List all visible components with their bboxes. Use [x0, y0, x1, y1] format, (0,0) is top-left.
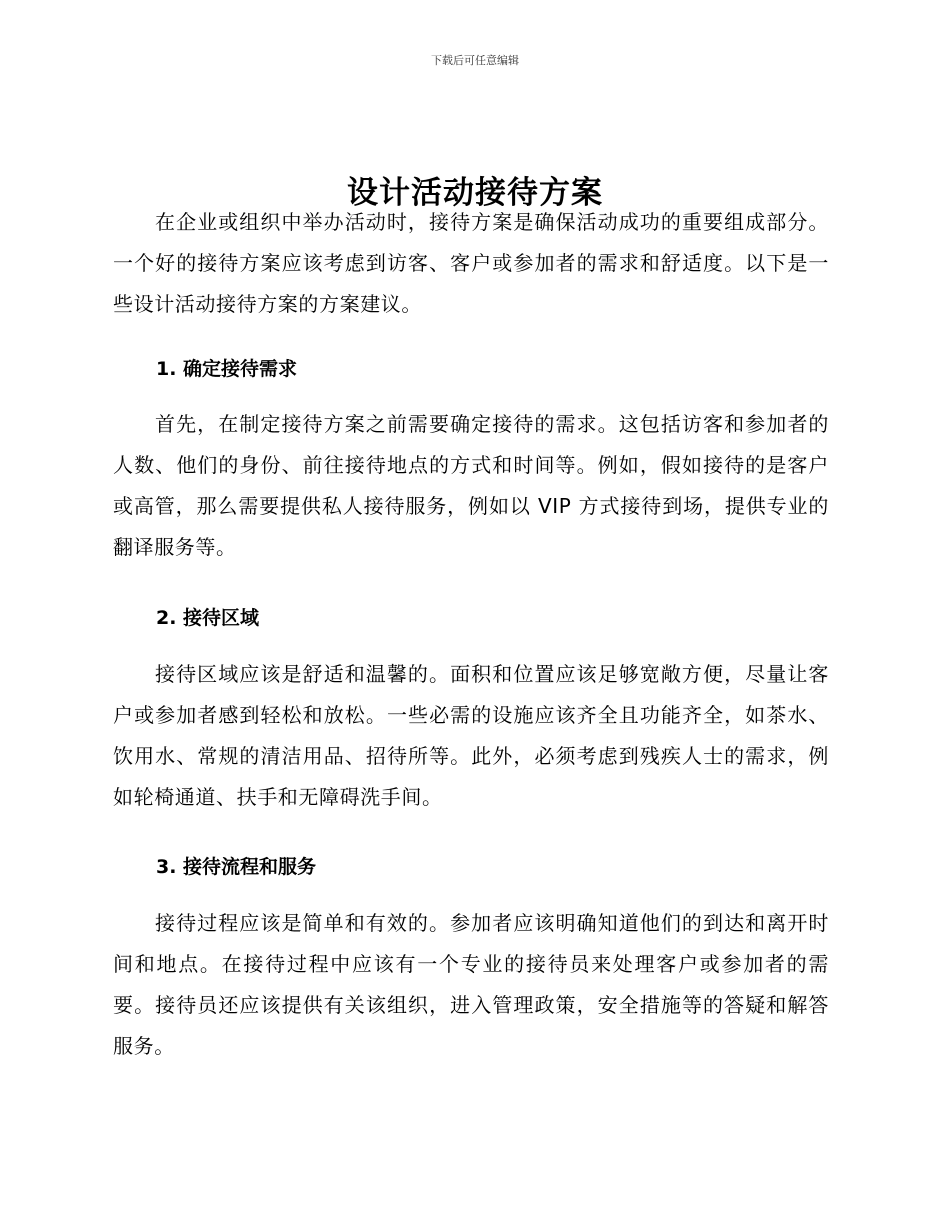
section-heading-3: 3. 接待流程和服务 [156, 856, 317, 878]
section-body-2: 接待区域应该是舒适和温馨的。面积和位置应该足够宽敞方便，尽量让客户或参加者感到轻松和放松。一些必需的设施应该齐全且功能齐全，如茶水、饮用水、常规的清洁用品、招待所等。此外，必须考虑到残疾人士的需求，例如轮椅通道、扶手和无障碍洗手间。 [113, 662, 829, 809]
header-note: 下载后可任意编辑 [431, 54, 519, 67]
intro-paragraph: 在企业或组织中举办活动时，接待方案是确保活动成功的重要组成部分。一个好的接待方案应该考虑到访客、客户或参加者的需求和舒适度。以下是一些设计活动接待方案的方案建议。 [113, 210, 829, 316]
section-body-3: 接待过程应该是简单和有效的。参加者应该明确知道他们的到达和离开时间和地点。在接待过程中应该有一个专业的接待员来处理客户或参加者的需要。接待员还应该提供有关该组织，进入管理政策，安全措施等的答疑和解答服务。 [113, 911, 829, 1058]
section-heading-2: 2. 接待区域 [156, 607, 260, 629]
section-body-1: 首先，在制定接待方案之前需要确定接待的需求。这包括访客和参加者的人数、他们的身份、前往接待地点的方式和时间等。例如，假如接待的是客户或高管，那么需要提供私人接待服务，例如以 VIP 方式接待到场，提供专业的翻译服务等。 [113, 412, 829, 559]
section-heading-1: 1. 确定接待需求 [156, 358, 298, 380]
document-title: 设计活动接待方案 [347, 174, 603, 211]
